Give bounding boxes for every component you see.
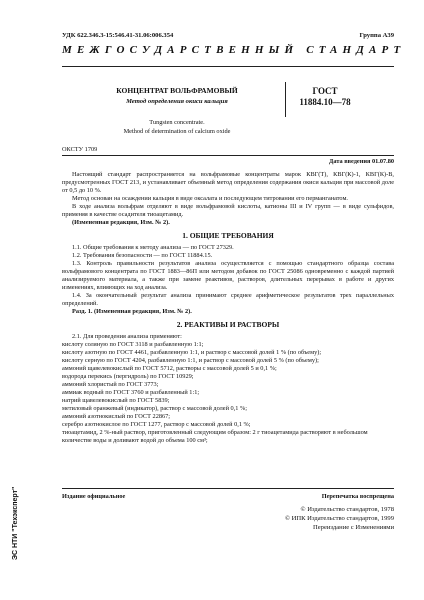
copyright-block [194, 505, 394, 532]
reagent-item: кислоту соляную по ГОСТ 3118 и разбавленную 1:1; [62, 341, 204, 348]
document-title: КОНЦЕНТРАТ ВОЛЬФРАМОВЫЙ [116, 86, 238, 95]
clause-2-1: 2.1. Для проведения анализа применяют: [72, 333, 182, 340]
okstu-code: ОКСТУ 1709 [62, 146, 98, 153]
gost-number-block [290, 86, 360, 107]
reprint-prohibited-label: Перепечатка воспрещена [321, 493, 394, 500]
english-title-line2: Method of determination of calcium oxide [123, 128, 231, 135]
clause-1-2: 1.2. Требования безопасности — по ГОСТ 11884.15. [72, 252, 213, 259]
reagent-item: аммоний хлористый по ГОСТ 3773; [62, 381, 159, 388]
document-subtitle: Метод определения окиси кальция [126, 98, 228, 105]
copyright-line-3: Переиздание с Изменениями [312, 524, 394, 531]
method-paragraph: Метод основан на осаждении кальция в виде оксалата и последующем титровании его перманганатом. [72, 195, 349, 202]
title-block [72, 86, 282, 105]
reagent-item: аммоний щавелевокислый по ГОСТ 5712, растворы с массовой долей 5 и 0,1 %; [62, 365, 277, 372]
reagent-item: тиоацетамид, 2 %-ный раствор, приготовленный следующим образом: 2 г тиоацетамида растворяют в небольшом количестве воды и доливают водой до объема 100 см³; [62, 429, 368, 444]
okstu-divider [62, 155, 394, 156]
reagent-item: серебро азотнокислое по ГОСТ 1277, раствор с массовой долей 0,1 %; [62, 421, 251, 428]
english-title [72, 118, 282, 136]
group-code: Группа А39 [359, 32, 394, 39]
reagent-item: водорода перекись (пергидроль) по ГОСТ 10929; [62, 373, 194, 380]
procedure-paragraph: В ходе анализа вольфрам отделяют в виде вольфрамовой кислоты, катионы III и IV групп — в виде сульфидов, применяя в качестве осадителя тиоацетамид. [62, 203, 394, 218]
clause-1-1: 1.1. Общие требования к методу анализа — по ГОСТ 27329. [72, 244, 234, 251]
clause-1-4: 1.4. За окончательный результат анализа принимают среднее арифметическое результатов трех параллельных определений. [62, 292, 394, 307]
reagent-item: кислоту серную по ГОСТ 4204, разбавленную 1:1, и раствор с массовой долей 5 % (по объему); [62, 357, 319, 364]
copyright-line-2: © ИПК Издательство стандартов, 1999 [284, 515, 394, 522]
udk-code: УДК 622.346.3-15:546.41-31.06:006.354 [62, 32, 174, 39]
document-body [62, 171, 394, 445]
footer-divider [62, 488, 394, 489]
header-line [62, 32, 394, 39]
reagent-item: натрий щавелевокислый по ГОСТ 5839; [62, 397, 170, 404]
gost-number: 11884.10—78 [299, 96, 351, 107]
side-stamp: ЭС НТИ "Техэксперт" [12, 486, 19, 560]
standard-banner: МЕЖГОСУДАРСТВЕННЫЙ СТАНДАРТ [62, 44, 406, 56]
introduction-date: Дата введения 01.07.80 [329, 158, 394, 165]
gost-label: ГОСТ [312, 86, 338, 96]
section1-amendment: Разд. 1. (Измененная редакция, Изм. № 2). [72, 308, 192, 315]
section2-heading: 2. РЕАКТИВЫ И РАСТВОРЫ [176, 320, 280, 329]
reagent-item: кислоту азотную по ГОСТ 4461, разбавленную 1:1, и раствор с массовой долей 1 % (по объему); [62, 349, 322, 356]
section1-heading: 1. ОБЩИЕ ТРЕБОВАНИЯ [182, 231, 274, 240]
official-edition-label: Издание официальное [62, 493, 126, 500]
reagent-item: метиловый оранжевый (индикатор), раствор с массовой долей 0,1 %; [62, 405, 247, 412]
title-separator [285, 82, 286, 117]
amendment-note: (Измененная редакция, Изм. № 2). [72, 219, 170, 226]
reagent-item: аммиак водный по ГОСТ 3760 и разбавленный 1:1; [62, 389, 200, 396]
intro-paragraph: Настоящий стандарт распространяется на вольфрамовые концентраты марок КВГ(Т), КВГ(К)-1, КВГ(К)-В, предусмотренных ГОСТ 213, и устанавливает объемный метод определения содержания окиси кальция при массовой доле от 0,5 до 10 %. [62, 171, 394, 194]
english-title-line1: Tungsten concentrate. [149, 119, 205, 126]
banner-divider [62, 66, 394, 67]
copyright-line-1: © Издательство стандартов, 1978 [300, 506, 394, 513]
reagent-item: аммоний азотнокислый по ГОСТ 22867; [62, 413, 171, 420]
clause-1-3: 1.3. Контроль правильности результатов анализа осуществляется с помощью стандартного образца состава вольфрамового концентрата по ГОСТ 1883—86П или методом добавок по ГОСТ 25086 одновременно с каждой партией анализируемого материала, а также при замене реактивов, растворов, длительных перерывах в работе и других изменениях, влияющих на ход анализа. [62, 260, 394, 291]
